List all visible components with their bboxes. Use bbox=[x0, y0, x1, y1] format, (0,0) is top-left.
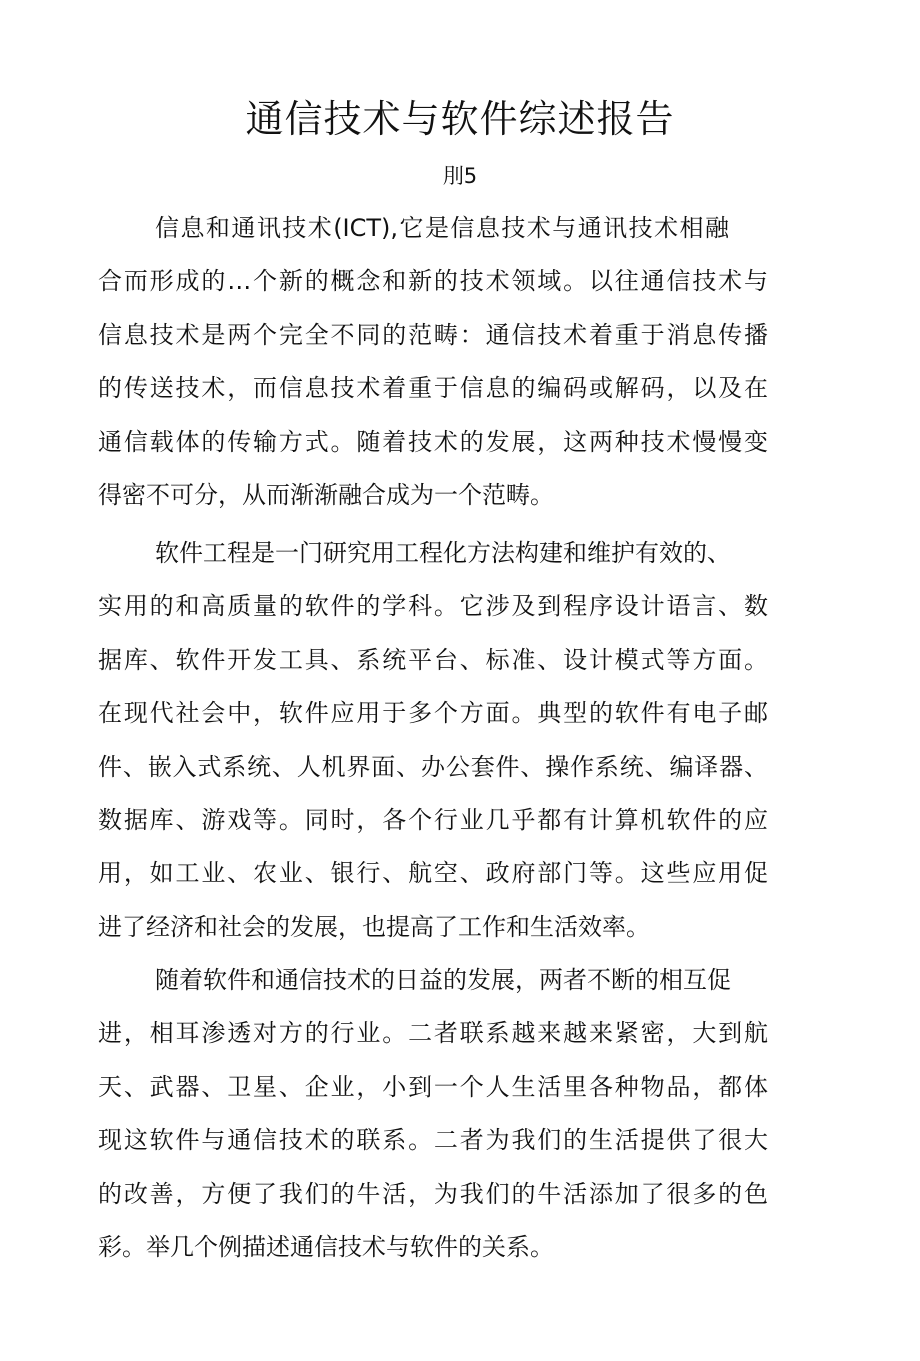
paragraph-1-line: 得密不可分，从而渐渐融合成为一个范畴。 bbox=[98, 481, 554, 509]
paragraph-2-line: 软件工程是一门研究用工程化方法构建和维护有效的、 bbox=[155, 539, 731, 567]
paragraph-1-line: 通信载体的传输方式。随着技术的发展，这两种技术慢慢变 bbox=[98, 427, 768, 456]
paragraph-3-line: 进，相耳渗透对方的行业。二者联系越来越来紧密，大到航 bbox=[98, 1019, 768, 1048]
paragraph-2-line: 用，如工业、农业、银行、航空、政府部门等。这些应用促 bbox=[98, 859, 768, 888]
paragraph-1-line: 合而形成的…个新的概念和新的技术领域。以往通信技术与 bbox=[98, 267, 768, 296]
paragraph-3-line: 彩。举几个例描述通信技术与软件的关系。 bbox=[98, 1233, 554, 1261]
paragraph-2-line: 据库、软件开发工具、系统平台、标准、设计模式等方面。 bbox=[98, 645, 768, 674]
paragraph-2-line: 在现代社会中，软件应用于多个方面。典型的软件有电子邮 bbox=[98, 699, 768, 728]
paragraph-3-line: 天、武器、卫星、企业，小到一个人生活里各种物品，都体 bbox=[98, 1072, 768, 1101]
paragraph-2-line: 数据库、游戏等。同时，各个行业几乎都有计算机软件的应 bbox=[98, 806, 768, 834]
paragraph-3-line: 随着软件和通信技术的日益的发展，两者不断的相互促 bbox=[155, 966, 731, 994]
paragraph-2-line: 件、嵌入式系统、人机界面、办公套件、操作系统、编译器、 bbox=[98, 752, 768, 781]
paragraph-3-line: 的改善，方便了我们的牛活，为我们的牛活添加了很多的色 bbox=[98, 1179, 768, 1208]
paragraph-3-line: 现这软件与通信技术的联系。二者为我们的生活提供了很大 bbox=[98, 1126, 768, 1155]
paragraph-2-line: 进了经济和社会的发展，也提高了工作和生活效率。 bbox=[98, 912, 650, 941]
paragraph-1-line: 信息和通讯技术(ICT),它是信息技术与通讯技术相融 bbox=[155, 214, 729, 242]
paragraph-1-line: 的传送技术，而信息技术着重于信息的编码或解码，以及在 bbox=[98, 374, 768, 403]
paragraph-1-line: 信息技术是两个完全不同的范畴：通信技术着重于消息传播 bbox=[98, 320, 768, 349]
document-subtitle: 刖5 bbox=[442, 164, 478, 188]
document-title: 通信技术与软件综述报告 bbox=[245, 97, 675, 141]
paragraph-2-line: 实用的和高质量的软件的学科。它涉及到程序设计语言、数 bbox=[98, 592, 768, 621]
